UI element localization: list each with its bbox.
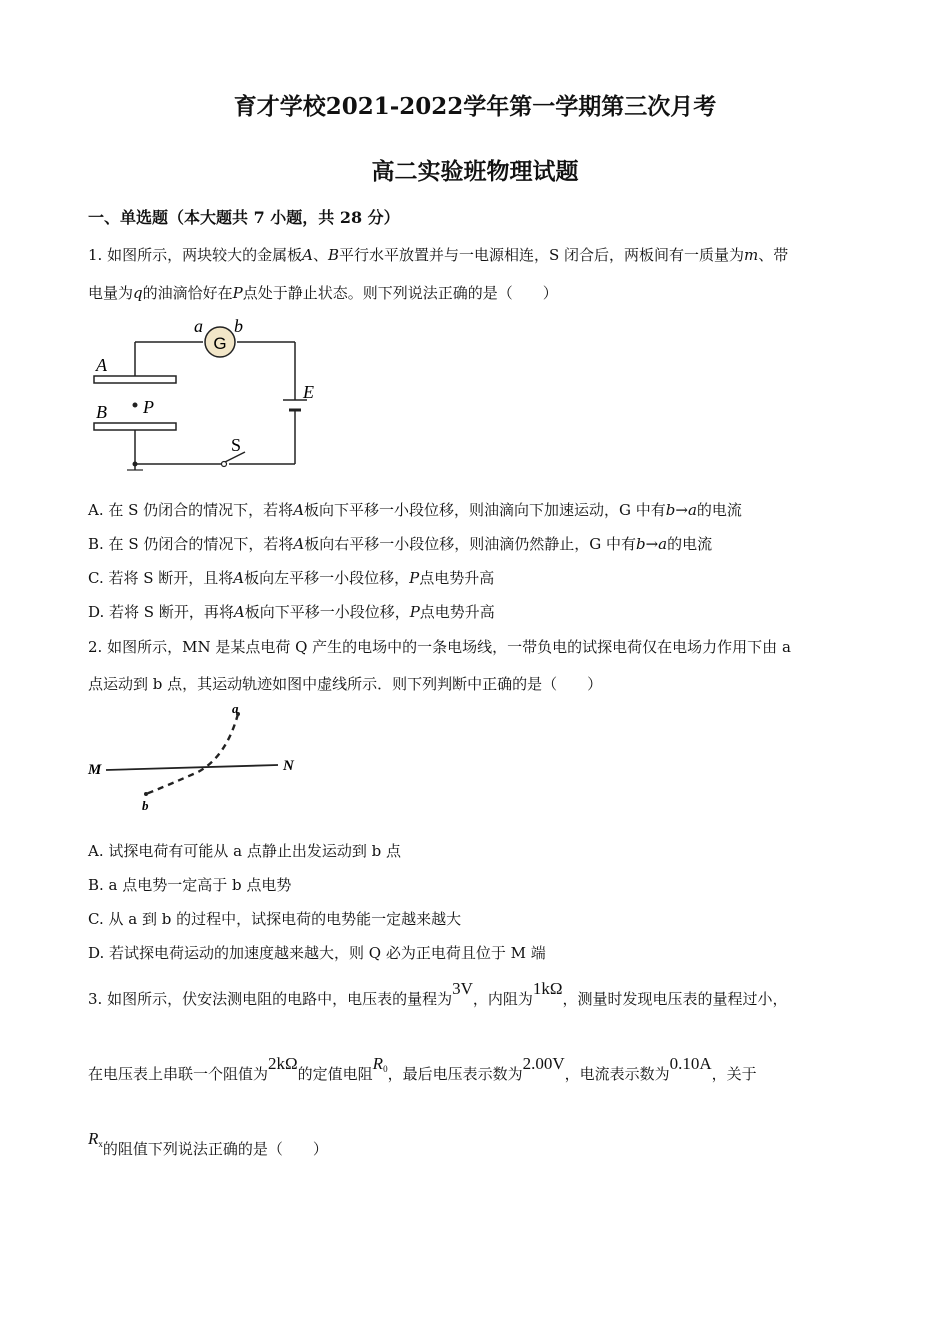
junction-dot [133, 462, 138, 467]
q1-option-d: D. 若将 S 断开，再将A板向下平移一小段位移，P点电势升高 [88, 603, 495, 621]
oil-drop-dot [133, 403, 138, 408]
label-b: b [142, 798, 149, 813]
trajectory-dashed [146, 714, 238, 794]
label-s: S [231, 435, 242, 455]
q3-stem-line3: Rx的阻值下列说法正确的是（ ） [88, 1129, 328, 1158]
q3-stem-line2: 在电压表上串联一个阻值为2kΩ的定值电阻R0，最后电压表示数为2.00V，电流表示数为0.10A，关于 [88, 1054, 757, 1083]
plate-b [94, 423, 176, 430]
q2-field-line-figure [86, 702, 306, 814]
q2-option-b: B. a 点电势一定高于 b 点电势 [88, 876, 292, 894]
q2-stem-line2: 点运动到 b 点，其运动轨迹如图中虚线所示．则下列判断中正确的是（ ） [88, 675, 603, 693]
q1-option-b: B. 在 S 仍闭合的情况下，若将A板向右平移一小段位移，则油滴仍然静止，G 中有b→a的电流 [88, 535, 713, 553]
q2-option-c: C. 从 a 到 b 的过程中，试探电荷的电势能一定越来越大 [88, 910, 462, 928]
q1-stem-line2: 电量为q的油滴恰好在P点处于静止状态。则下列说法正确的是（ ） [88, 284, 558, 302]
label-a: a [194, 316, 203, 336]
exam-subtitle: 高二实验班物理试题 [371, 158, 579, 185]
label-e: E [303, 382, 314, 402]
label-n: N [283, 758, 294, 774]
q2-option-a: A. 试探电荷有可能从 a 点静止出发运动到 b 点 [88, 842, 401, 860]
field-line-mn [106, 765, 278, 770]
exam-title: 育才学校2021-2022学年第一学期第三次月考 [233, 93, 717, 120]
ground-icon [127, 470, 143, 472]
q2-stem-line1: 2. 如图所示，MN 是某点电荷 Q 产生的电场中的一条电场线，一带负电的试探电荷仅在电场力作用下由 a [88, 638, 791, 656]
point-b-dot [144, 792, 148, 796]
q3-stem-line1: 3. 如图所示，伏安法测电阻的电路中，电压表的量程为3V，内阻为1kΩ，测量时发现电压表的量程过小， [88, 979, 788, 1008]
q2-option-d: D. 若试探电荷运动的加速度越来越大，则 Q 必为正电荷且位于 M 端 [88, 944, 546, 962]
label-plate-a: A [96, 355, 107, 375]
q1-option-c: C. 若将 S 断开，且将A板向左平移一小段位移，P点电势升高 [88, 569, 495, 587]
label-a: a [232, 702, 239, 716]
label-g: G [213, 334, 227, 353]
label-plate-b: B [96, 402, 107, 422]
switch-contact [222, 462, 227, 467]
q1-circuit-figure [88, 312, 328, 472]
section-heading: 一、单选题（本大题共 7 小题，共 28 分） [88, 208, 400, 227]
q1-option-a: A. 在 S 仍闭合的情况下，若将A板向下平移一小段位移，则油滴向下加速运动，G 中有b→a的电流 [88, 501, 742, 519]
q1-stem-line1: 1. 如图所示，两块较大的金属板A、B平行水平放置并与一电源相连，S 闭合后，两板间有一质量为m、带 [88, 246, 789, 264]
label-p: P [143, 397, 154, 417]
label-b: b [234, 316, 243, 336]
label-m: M [88, 762, 102, 778]
plate-a [94, 376, 176, 383]
